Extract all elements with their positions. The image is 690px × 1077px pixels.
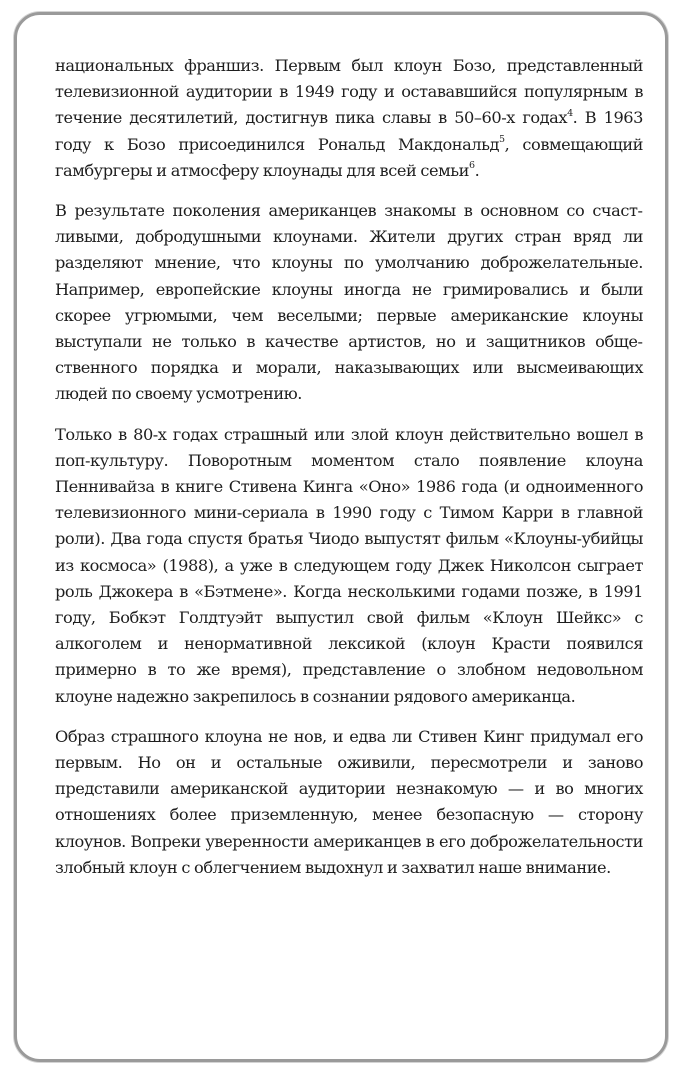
paragraph-text: , совмещающий гамбургеры и атмосферу клоунады для всей семьи bbox=[55, 134, 644, 180]
footnote-ref-5[interactable]: 5 bbox=[499, 134, 505, 146]
paragraph-text: В результате поколения американцев знакомы в основном со счастливыми, добродушными клоунами. Жители других стран вряд ли разделяют мнение, что клоуны по умолчанию доброжелательные. Например, европейские клоуны иногда не гримировались и были скорее угрюмыми, чем веселыми; первые американские клоуны выступали не только в качестве артистов, но и защитников общественного порядка и морали, наказывающих или высмеивающих людей по своему усмотрению. bbox=[55, 201, 643, 404]
footnote-ref-6[interactable]: 6 bbox=[468, 160, 475, 172]
paragraph-4 bbox=[55, 724, 643, 881]
paragraph-1 bbox=[55, 53, 643, 184]
body-text bbox=[55, 53, 643, 881]
page-frame bbox=[14, 12, 668, 1062]
paragraph-2 bbox=[55, 198, 643, 408]
paragraph-text: . В 1963 году к Бозо присоединился Рональд Макдональд bbox=[55, 108, 643, 154]
paragraph-text: национальных франшиз. Первым был клоун Бозо, представленный телевизионной аудитории в 1949 году и остававшийся популярным в течение десятилетий, достигнув пика славы в 50–60-х годах bbox=[55, 56, 643, 128]
paragraph-text: Образ страшного клоуна не нов, и едва ли Стивен Кинг придумал его первым. Но он и остальные оживили, пересмотрели и заново представили американской аудитории незнакомую — и во многих отношениях более приземленную, менее безопасную — сторону клоунов. Вопреки уверенности американцев в его доброжелательности злобный клоун с облегчением выдохнул и захватил наше внимание. bbox=[55, 726, 643, 877]
paragraph-text: . bbox=[474, 160, 480, 180]
footnote-ref-4[interactable]: 4 bbox=[567, 108, 573, 120]
paragraph-text: Только в 80-х годах страшный или злой клоун действительно вошел в поп-культуру. Поворотным моментом стало появление клоуна Пеннивайза в книге Стивена Кинга «Оно» 1986 года (и одноименного телевизионного мини-сериала в 1990 году с Тимом Карри в главной роли). Два года спустя братья Чиодо выпустят фильм «Клоуны-убийцы из космоса» (1988), а уже в следующем году Джек Николсон сыграет роль Джокера в «Бэтмене». Когда несколькими годами позже, в 1991 году, Бобкэт Голдтуэйт выпустил свой фильм «Клоун Шейкс» с алкоголем и ненормативной лексикой (клоун Красти появился примерно в то же время), представление о злобном недовольном клоуне надежно закрепилось в сознании рядового американца. bbox=[55, 424, 643, 706]
paragraph-3 bbox=[55, 422, 643, 710]
